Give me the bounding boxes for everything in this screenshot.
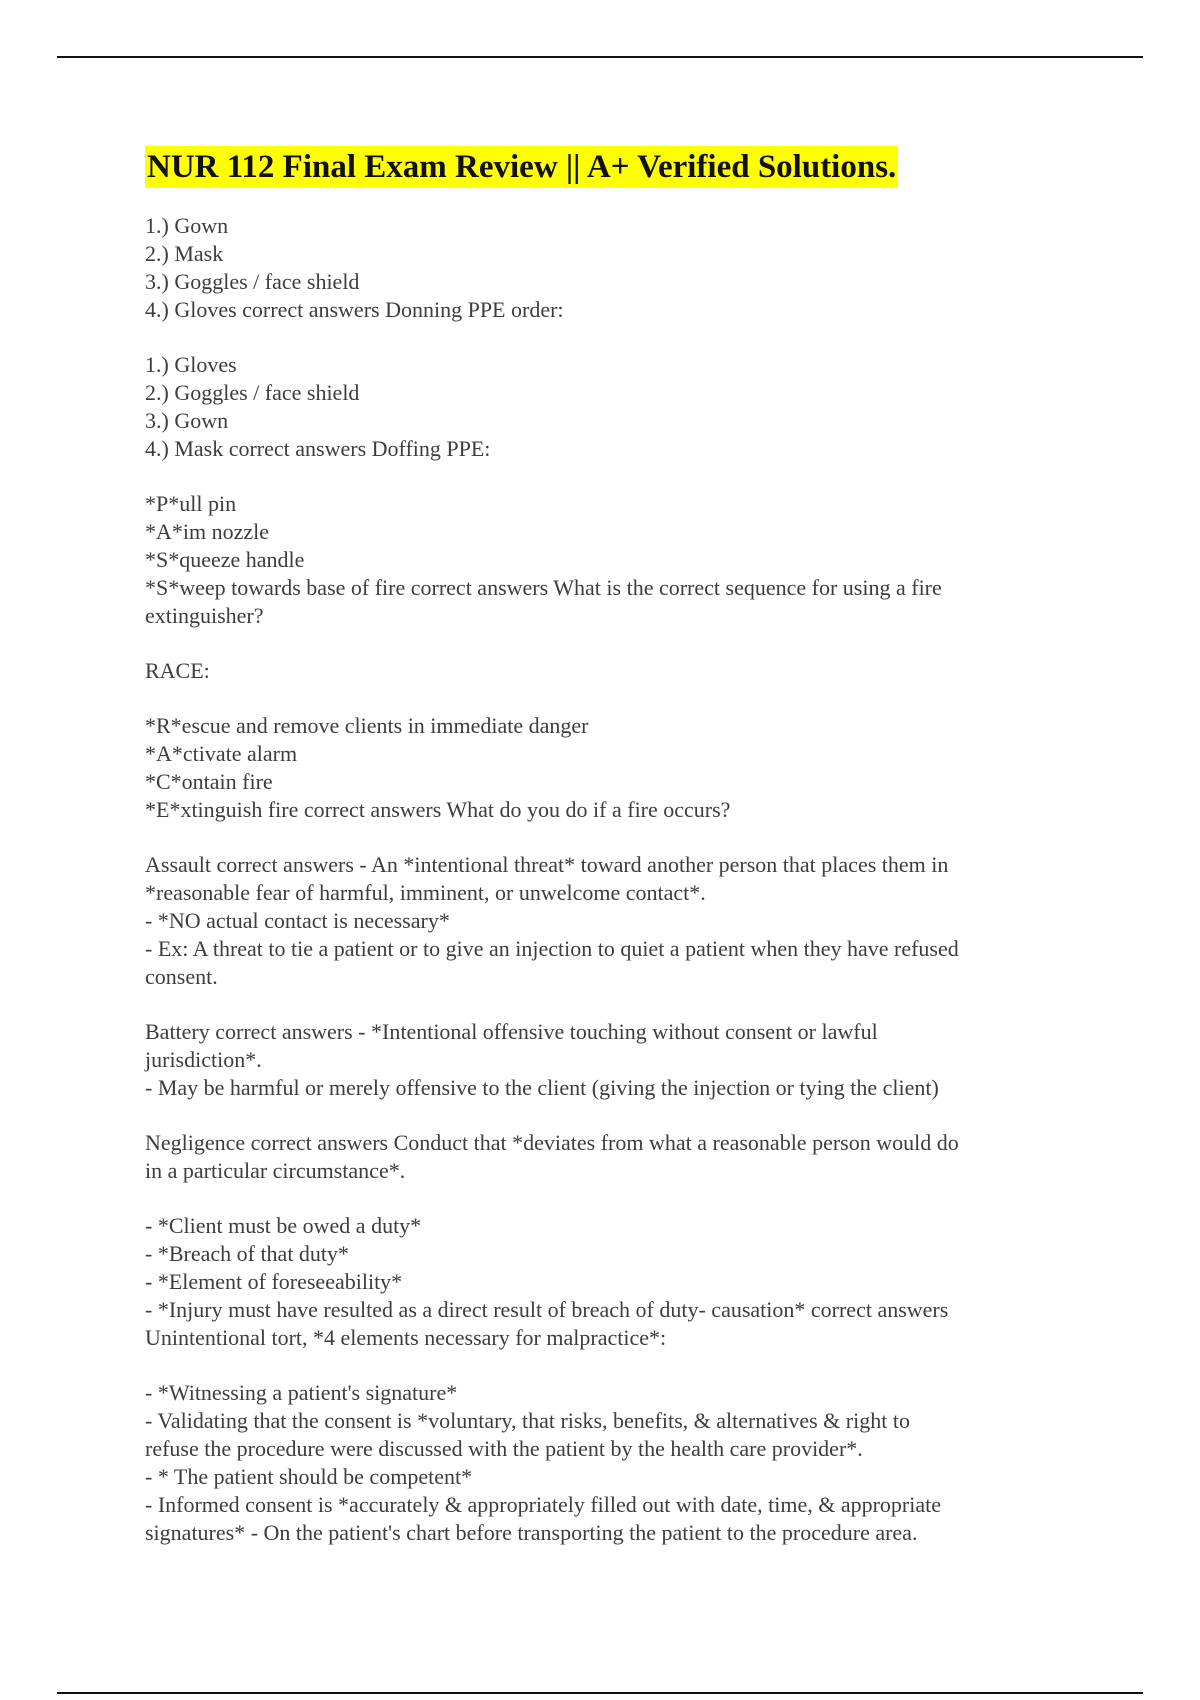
text-line: - *NO actual contact is necessary* — [145, 908, 450, 933]
text-line: 4.) Mask correct answers Doffing PPE: — [145, 436, 491, 461]
text-line: - *Breach of that duty* — [145, 1241, 350, 1266]
qa-block — [145, 351, 1045, 463]
text-line: Negligence correct answers Conduct that *deviates from what a reasonable person would do — [145, 1130, 959, 1155]
text-line: - * The patient should be competent* — [145, 1464, 473, 1489]
text-line: - Validating that the consent is *voluntary, that risks, benefits, & alternatives & right to — [145, 1408, 910, 1433]
text-line: *E*xtinguish fire correct answers What do you do if a fire occurs? — [145, 797, 731, 822]
text-line: 3.) Gown — [145, 408, 229, 433]
text-line: *S*queeze handle — [145, 547, 305, 572]
top-rule — [57, 56, 1143, 58]
text-line: *R*escue and remove clients in immediate danger — [145, 713, 589, 738]
text-line: in a particular circumstance*. — [145, 1158, 406, 1183]
qa-block — [145, 1129, 1045, 1185]
qa-block — [145, 1018, 1045, 1102]
text-line: jurisdiction*. — [145, 1047, 262, 1072]
qa-block — [145, 212, 1045, 324]
text-line: *reasonable fear of harmful, imminent, or unwelcome contact*. — [145, 880, 706, 905]
text-line: *P*ull pin — [145, 491, 237, 516]
qa-block — [145, 712, 1045, 824]
text-line: - May be harmful or merely offensive to the client (giving the injection or tying the client) — [145, 1075, 939, 1100]
text-line: - *Client must be owed a duty* — [145, 1213, 422, 1238]
text-line: - Ex: A threat to tie a patient or to give an injection to quiet a patient when they have refused — [145, 936, 959, 961]
text-line: refuse the procedure were discussed with the patient by the health care provider*. — [145, 1436, 863, 1461]
text-line: *A*ctivate alarm — [145, 741, 298, 766]
text-line: *A*im nozzle — [145, 519, 270, 544]
qa-block — [145, 1379, 1045, 1547]
text-line: 1.) Gloves — [145, 352, 237, 377]
qa-block — [145, 851, 1045, 991]
document-title: NUR 112 Final Exam Review || A+ Verified Solutions. — [145, 146, 898, 188]
text-line: - *Injury must have resulted as a direct result of breach of duty- causation* correct answers — [145, 1297, 949, 1322]
text-line: - *Witnessing a patient's signature* — [145, 1380, 458, 1405]
text-line: extinguisher? — [145, 603, 264, 628]
document-body — [145, 146, 1045, 1574]
qa-block — [145, 657, 1045, 685]
text-line: Unintentional tort, *4 elements necessary for malpractice*: — [145, 1325, 667, 1350]
text-line: *C*ontain fire — [145, 769, 273, 794]
text-line: - *Element of foreseeability* — [145, 1269, 403, 1294]
qa-block — [145, 1212, 1045, 1352]
text-line: *S*weep towards base of fire correct answers What is the correct sequence for using a fire — [145, 575, 942, 600]
qa-block — [145, 490, 1045, 630]
text-line: 4.) Gloves correct answers Donning PPE order: — [145, 297, 564, 322]
text-line: Battery correct answers - *Intentional offensive touching without consent or lawful — [145, 1019, 878, 1044]
text-line: 1.) Gown — [145, 213, 229, 238]
text-line: 2.) Goggles / face shield — [145, 380, 360, 405]
text-line: Assault correct answers - An *intentional threat* toward another person that places them in — [145, 852, 949, 877]
text-line: RACE: — [145, 658, 210, 683]
text-line: signatures* - On the patient's chart before transporting the patient to the procedure area. — [145, 1520, 918, 1545]
text-line: 2.) Mask — [145, 241, 224, 266]
qa-blocks — [145, 212, 1045, 1547]
text-line: 3.) Goggles / face shield — [145, 269, 360, 294]
text-line: consent. — [145, 964, 218, 989]
text-line: - Informed consent is *accurately & appropriately filled out with date, time, & appropriate — [145, 1492, 942, 1517]
bottom-rule — [57, 1692, 1143, 1694]
